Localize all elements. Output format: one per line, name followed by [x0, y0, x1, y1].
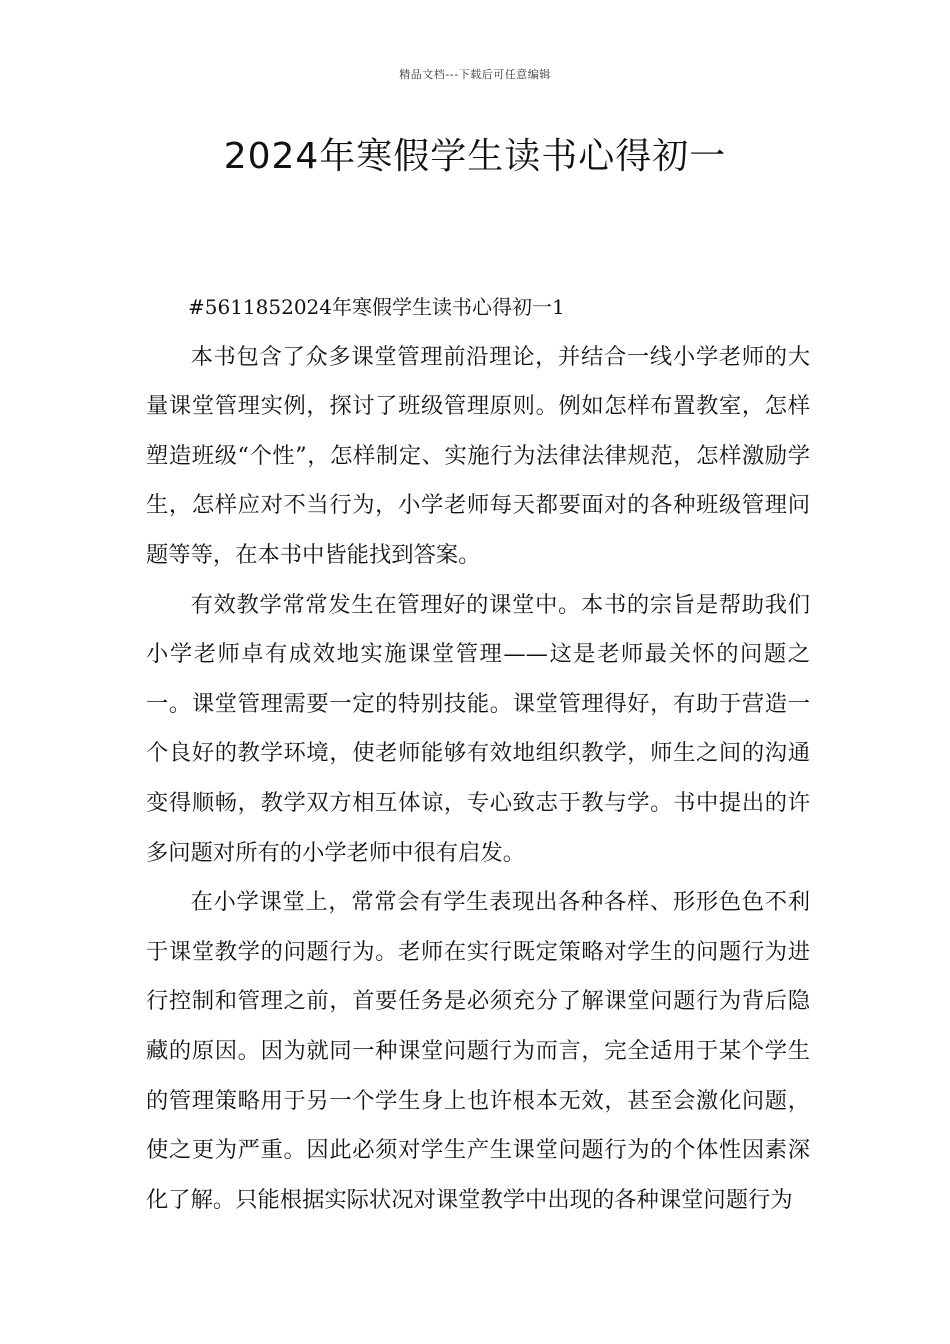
header-note: 精品文档---下载后可任意编辑 [399, 68, 551, 81]
paragraph-1: 本书包含了众多课堂管理前沿理论，并结合一线小学老师的大量课堂管理实例，探讨了班级管理原则。例如怎样布置教室，怎样塑造班级“个性”，怎样制定、实施行为法律法律规范，怎样激励学生，怎样应对不当行为，小学老师每天都要面对的各种班级管理问题等等，在本书中皆能找到答案。 [146, 343, 810, 568]
paragraph-2: 有效教学常常发生在管理好的课堂中。本书的宗旨是帮助我们小学老师卓有成效地实施课堂管理——这是老师最关怀的问题之一。课堂管理需要一定的特别技能。课堂管理得好，有助于营造一个良好的教学环境，使老师能够有效地组织教学，师生之间的沟通变得顺畅，教学双方相互体谅，专心致志于教与学。书中提出的许多问题对所有的小学老师中很有启发。 [146, 591, 810, 866]
document-subheading: #5611852024年寒假学生读书心得初一1 [188, 295, 565, 319]
document-body [146, 283, 810, 1225]
paragraph-3: 在小学课堂上，常常会有学生表现出各种各样、形形色色不利于课堂教学的问题行为。老师在实行既定策略对学生的问题行为进行控制和管理之前，首要任务是必须充分了解课堂问题行为背后隐藏的原因。因为就同一种课堂问题行为而言，完全适用于某个学生的管理策略用于另一个学生身上也许根本无效，甚至会激化问题，使之更为严重。因此必须对学生产生课堂问题行为的个体性因素深化了解。只能根据实际状况对课堂教学中出现的各种课堂问题行为 [146, 889, 810, 1213]
document-title: 2024年寒假学生读书心得初一 [223, 136, 727, 177]
